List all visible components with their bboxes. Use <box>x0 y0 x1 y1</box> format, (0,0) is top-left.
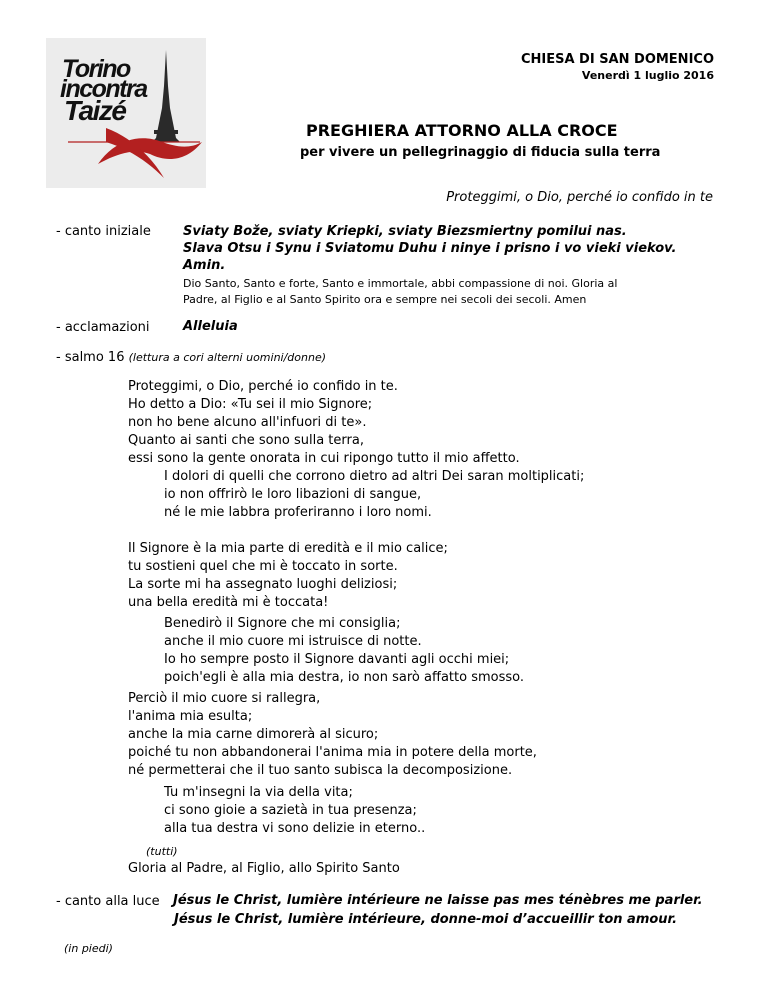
page-subtitle: per vivere un pellegrinaggio di fiducia sulla terra <box>300 145 661 160</box>
verse: tu sostieni quel che mi è toccato in sorte. <box>128 559 398 574</box>
verse: essi sono la gente onorata in cui ripongo tutto il mio affetto. <box>128 451 520 466</box>
tutti-note: (tutti) <box>146 845 178 858</box>
verse: io non offrirò le loro libazioni di sangue, <box>164 487 422 502</box>
label-acclamazioni: - acclamazioni <box>56 320 150 335</box>
canto-line: Slava Otsu i Synu i Sviatomu Duhu i ninye i prisno i vo vieki viekov. <box>183 241 677 256</box>
verse: Io ho sempre posto il Signore davanti agli occhi miei; <box>164 652 510 667</box>
canto-luce-line-1: Jésus le Christ, lumière intérieure ne laisse pas mes ténèbres me parler. <box>173 893 703 908</box>
gloria-line: Gloria al Padre, al Figlio, allo Spirito Santo <box>128 861 400 876</box>
verse: ci sono gioie a sazietà in tua presenza; <box>164 803 417 818</box>
church-name: CHIESA DI SAN DOMENICO <box>520 52 714 67</box>
salmo-stanza-4 <box>164 615 524 687</box>
salmo-stanza-6 <box>164 784 425 838</box>
canto-iniziale-text <box>183 223 676 308</box>
verse: anche la mia carne dimorerà al sicuro; <box>128 727 379 742</box>
salmo-stanza-2 <box>164 468 584 522</box>
translation-line: Dio Santo, Santo e forte, Santo e immortale, abbi compassione di noi. Gloria al <box>183 277 618 290</box>
verse: Quanto ai santi che sono sulla terra, <box>128 433 364 448</box>
page-title: PREGHIERA ATTORNO ALLA CROCE <box>306 121 618 140</box>
verse: una bella eredità mi è toccata! <box>128 595 329 610</box>
verse: Perciò il mio cuore si rallegra, <box>128 691 321 706</box>
canto-line: Amin. <box>183 258 226 273</box>
salmo-stanza-5 <box>128 690 537 780</box>
salmo-note: (lettura a cori alterni uomini/donne) <box>128 351 327 364</box>
verse: né permetterai che il tuo santo subisca la decomposizione. <box>128 763 513 778</box>
event-date: Venerdì 1 luglio 2016 <box>581 69 714 82</box>
verse: l'anima mia esulta; <box>128 709 253 724</box>
acclamazioni-text: Alleluia <box>183 319 238 334</box>
translation-line: Padre, al Figlio e al Santo Spirito ora e sempre nei secoli dei secoli. Amen <box>183 293 587 306</box>
verse: I dolori di quelli che corrono dietro ad altri Dei saran moltiplicati; <box>164 469 585 484</box>
verse: poich'egli è alla mia destra, io non sarò affatto smosso. <box>164 670 524 685</box>
verse: La sorte mi ha assegnato luoghi deliziosi; <box>128 577 398 592</box>
label-canto-luce: - canto alla luce <box>56 894 160 909</box>
logo-word-taize: Taizé <box>64 95 126 126</box>
verse: poiché tu non abbandonerai l'anima mia in potere della morte, <box>128 745 537 760</box>
verse: Ho detto a Dio: «Tu sei il mio Signore; <box>128 397 373 412</box>
label-salmo: - salmo 16 <box>56 350 125 365</box>
verse: né le mie labbra proferiranno i loro nomi. <box>164 505 432 520</box>
church-block <box>521 52 714 82</box>
torino-taize-logo <box>46 38 206 188</box>
verse: Benedirò il Signore che mi consiglia; <box>164 616 401 631</box>
motto: Proteggimi, o Dio, perché io confido in te <box>446 190 713 205</box>
salmo-heading <box>56 350 326 365</box>
canto-luce-line-2: Jésus le Christ, lumière intérieure, donne-moi d’accueillir ton amour. <box>174 912 678 927</box>
verse: anche il mio cuore mi istruisce di notte. <box>164 634 422 649</box>
salmo-stanza-1 <box>128 378 520 468</box>
verse: Il Signore è la mia parte di eredità e il mio calice; <box>128 541 448 556</box>
verse: Proteggimi, o Dio, perché io confido in te. <box>128 379 398 394</box>
verse: non ho bene alcuno all'infuori di te». <box>128 415 367 430</box>
verse: alla tua destra vi sono delizie in eterno.. <box>164 821 426 836</box>
logo-word-torino: Torino <box>62 55 130 83</box>
canto-line: Sviaty Bože, sviaty Kriepki, sviaty Biezsmiertny pomilui nas. <box>183 224 627 239</box>
in-piedi-note: (in piedi) <box>64 942 113 955</box>
salmo-stanza-3 <box>128 540 448 612</box>
verse: Tu m'insegni la via della vita; <box>164 785 353 800</box>
logo-word-incontra: incontra <box>60 75 147 103</box>
label-canto-iniziale: - canto iniziale <box>56 224 151 239</box>
